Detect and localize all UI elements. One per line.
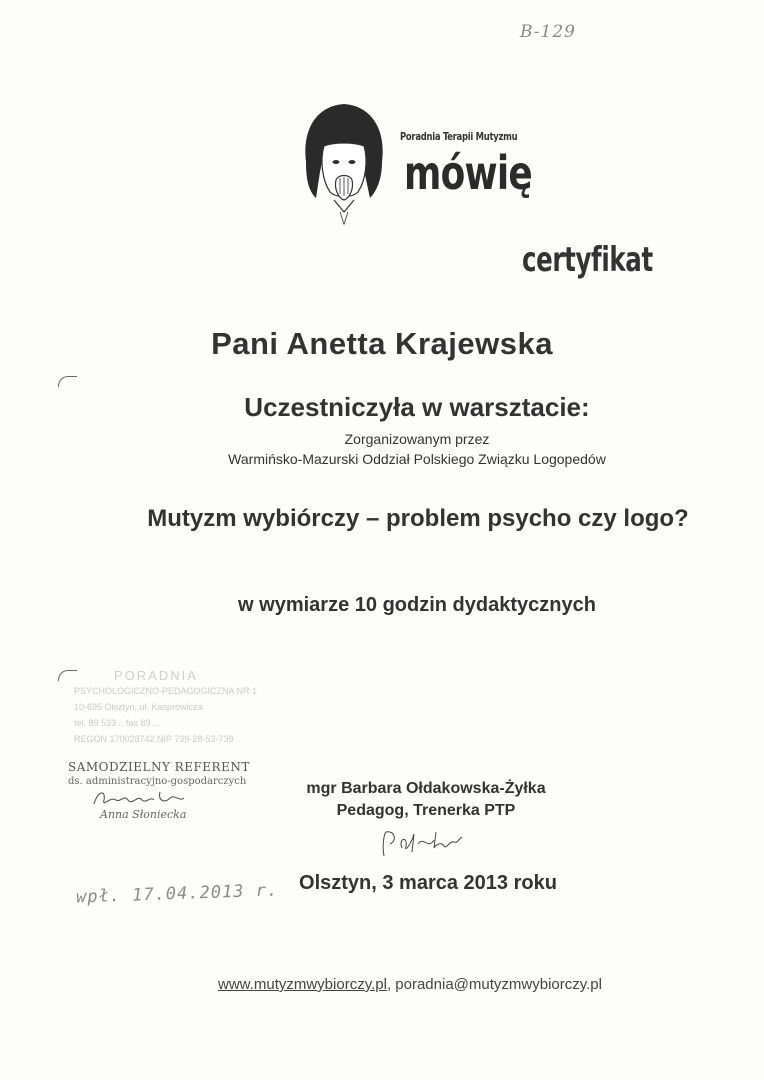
organizer-name: Warmińsko-Mazurski Oddział Polskiego Związku Logopedów [228, 451, 606, 467]
place-and-date: Olsztyn, 3 marca 2013 roku [299, 872, 557, 894]
recipient-name: Pani Anetta Krajewska [211, 326, 553, 361]
referent-subtitle: ds. administracyjno-gospodarczych [68, 776, 247, 787]
margin-mark [58, 376, 77, 387]
handwritten-note: wpł. 17.04.2013 r. [75, 880, 279, 908]
logo-subtitle: Poradnia Terapii Mutyzmu [400, 130, 518, 143]
footer-contact [0, 976, 764, 993]
stamp-title: PORADNIA [114, 668, 198, 683]
stamp-line: PSYCHOLOGICZNO-PEDAGOGICZNA NR 1 [74, 686, 258, 696]
certificate-label: certyfikat [522, 240, 653, 280]
website-link[interactable]: www.mutyzmwybiorczy.pl [218, 976, 387, 993]
trainer-signature [378, 826, 468, 868]
organized-by-label: Zorganizowanym przez [344, 431, 490, 447]
workshop-duration: w wymiarze 10 godzin dydaktycznych [238, 594, 596, 616]
stamp-line: REGON 170028742 NIP 739-28-53-739 [74, 734, 234, 744]
clinic-logo [294, 100, 544, 230]
referent-title: SAMODZIELNY REFERENT [68, 760, 250, 774]
stamp-line: 10-695 Olsztyn, ul. Kasprowicza [74, 702, 203, 712]
trainer-name: mgr Barbara Ołdakowska-Żyłka [306, 780, 546, 797]
referent-name: Anna Słoniecka [100, 808, 187, 821]
reference-code: B-129 [520, 22, 576, 42]
footer-separator: , [386, 976, 392, 993]
trainer-role: Pedagog, Trenerka PTP [336, 802, 516, 819]
stamp-line: tel. 89 533 .. fax 89 ... [74, 718, 161, 728]
workshop-title: Mutyzm wybiórczy – problem psycho czy logo? [147, 505, 689, 532]
girl-illustration-icon [294, 100, 394, 230]
logo-word: mówię [404, 146, 532, 200]
participation-statement: Uczestniczyła w warsztacie: [244, 392, 590, 422]
email-link[interactable]: poradnia@mutyzmwybiorczy.pl [395, 976, 602, 993]
institution-stamp [66, 668, 286, 748]
